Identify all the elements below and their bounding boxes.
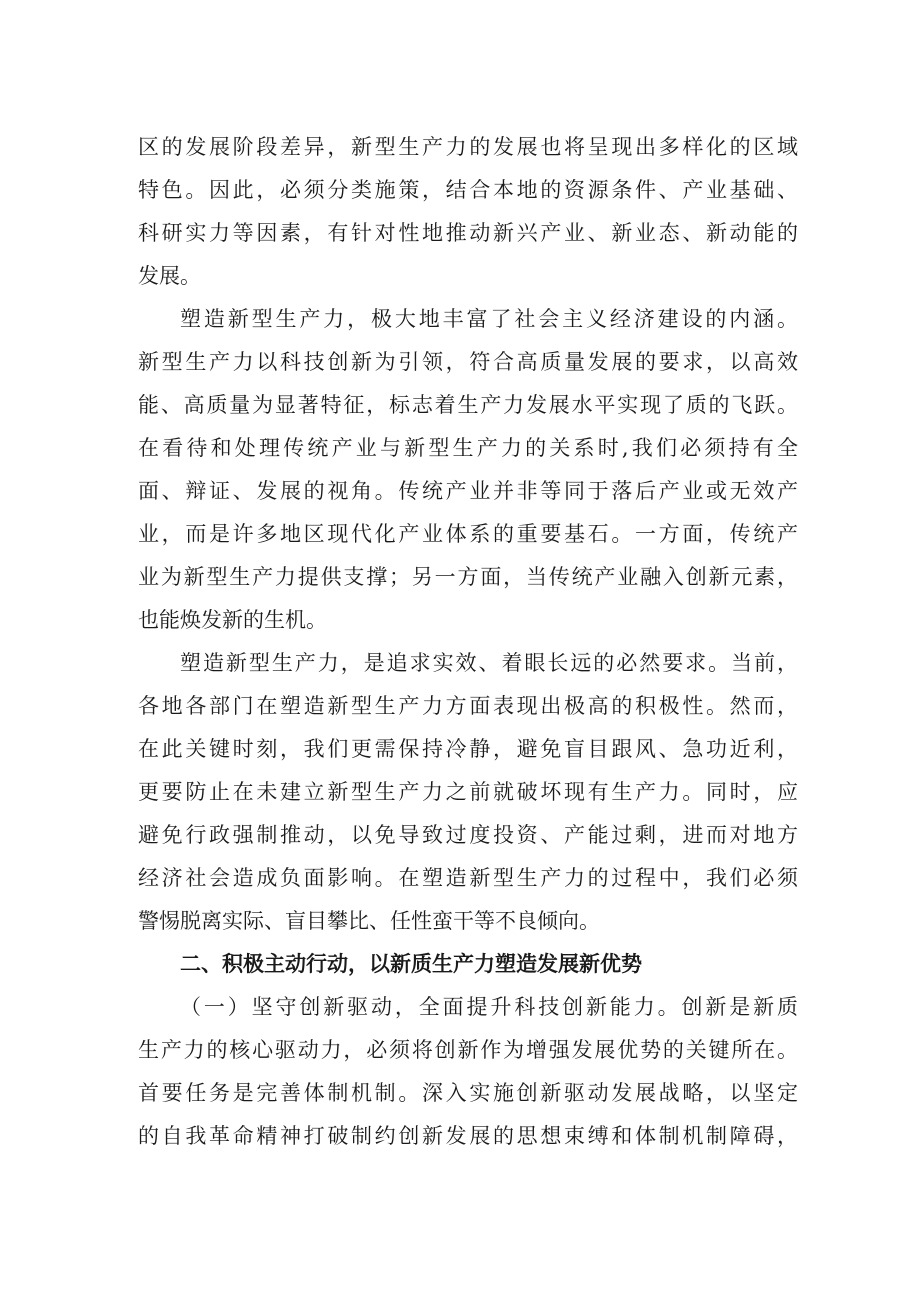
paragraph-2-line-4: 在看待和处理传统产业与新型生产力的关系时,我们必须持有全	[138, 436, 798, 460]
section-heading: 二、积极主动行动，以新质生产力塑造发展新优势	[180, 952, 642, 976]
paragraph-2-line-7: 业为新型生产力提供支撑；另一方面，当传统产业融入创新元素，	[138, 565, 798, 589]
document-body	[138, 126, 798, 1158]
paragraph-1-line-2: 特色。因此，必须分类施策，结合本地的资源条件、产业基础、	[138, 178, 798, 202]
paragraph-2-line-6: 业，而是许多地区现代化产业体系的重要基石。一方面，传统产	[138, 522, 798, 546]
paragraph-2-line-5: 面、辩证、发展的视角。传统产业并非等同于落后产业或无效产	[138, 479, 798, 503]
paragraph-1-line-1: 区的发展阶段差异，新型生产力的发展也将呈现出多样化的区域	[138, 135, 798, 159]
paragraph-1-line-3: 科研实力等因素，有针对性地推动新兴产业、新业态、新动能的	[138, 221, 798, 245]
subsection-line-4: 的自我革命精神打破制约创新发展的思想束缚和体制机制障碍，	[138, 1124, 798, 1148]
subsection-line-2: 生产力的核心驱动力，必须将创新作为增强发展优势的关键所在。	[138, 1038, 798, 1062]
paragraph-3-line-6: 经济社会造成负面影响。在塑造新型生产力的过程中，我们必须	[138, 866, 798, 890]
paragraph-3-line-1: 塑造新型生产力，是追求实效、着眼长远的必然要求。当前，	[180, 651, 798, 675]
subsection-line-3: 首要任务是完善体制机制。深入实施创新驱动发展战略，以坚定	[138, 1081, 798, 1105]
paragraph-3-line-5: 避免行政强制推动，以免导致过度投资、产能过剩，进而对地方	[138, 823, 798, 847]
paragraph-3-line-3: 在此关键时刻，我们更需保持冷静，避免盲目跟风、急功近利，	[138, 737, 798, 761]
subsection-line-1: （一）坚守创新驱动，全面提升科技创新能力。创新是新质	[180, 995, 798, 1019]
paragraph-2-line-2: 新型生产力以科技创新为引领，符合高质量发展的要求，以高效	[138, 350, 798, 374]
paragraph-3-line-7: 警惕脱离实际、盲目攀比、任性蛮干等不良倾向。	[138, 909, 600, 933]
paragraph-3-line-2: 各地各部门在塑造新型生产力方面表现出极高的积极性。然而，	[138, 694, 798, 718]
paragraph-1-line-4: 发展。	[138, 264, 201, 288]
paragraph-2-line-8: 也能焕发新的生机。	[138, 608, 327, 632]
paragraph-2-line-1: 塑造新型生产力，极大地丰富了社会主义经济建设的内涵。	[180, 307, 798, 331]
paragraph-3-line-4: 更要防止在未建立新型生产力之前就破坏现有生产力。同时，应	[138, 780, 798, 804]
paragraph-2-line-3: 能、高质量为显著特征，标志着生产力发展水平实现了质的飞跃。	[138, 393, 798, 417]
